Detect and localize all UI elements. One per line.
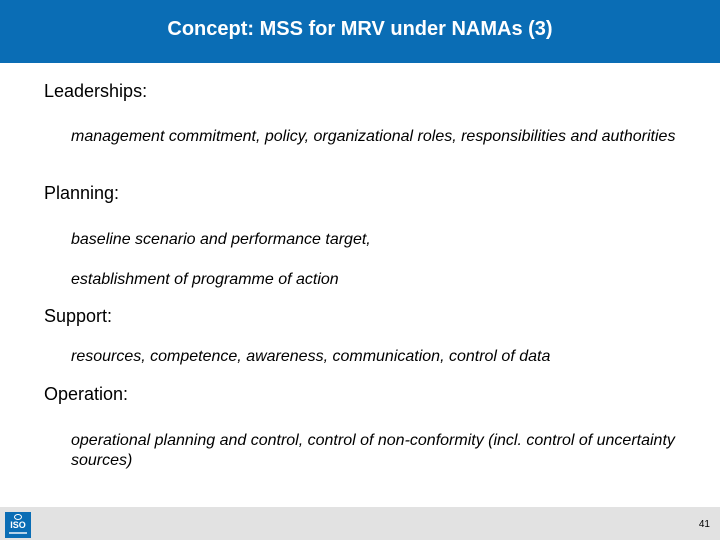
section-item: baseline scenario and performance target, [71, 231, 371, 248]
section-heading-leaderships: Leaderships: [44, 81, 148, 101]
section-item: establishment of programme of action [71, 271, 339, 288]
section-item: operational planning and control, control of non-conformity (incl. control of uncertainty sources) [71, 432, 675, 469]
logo-base-bar [9, 532, 27, 534]
section-item: resources, competence, awareness, communication, control of data [71, 348, 551, 365]
slide-title: Concept: MSS for MRV under NAMAs (3) [167, 18, 553, 40]
iso-logo-text: ISO [10, 520, 26, 530]
section-heading-operation: Operation: [44, 384, 129, 404]
iso-logo [5, 512, 31, 538]
section-heading-support: Support: [44, 306, 113, 326]
page-number: 41 [698, 519, 710, 530]
slide-header [0, 0, 720, 63]
section-item: management commitment, policy, organizational roles, responsibilities and authorities [71, 128, 676, 145]
slide-footer [0, 507, 720, 540]
section-heading-planning: Planning: [44, 183, 120, 203]
